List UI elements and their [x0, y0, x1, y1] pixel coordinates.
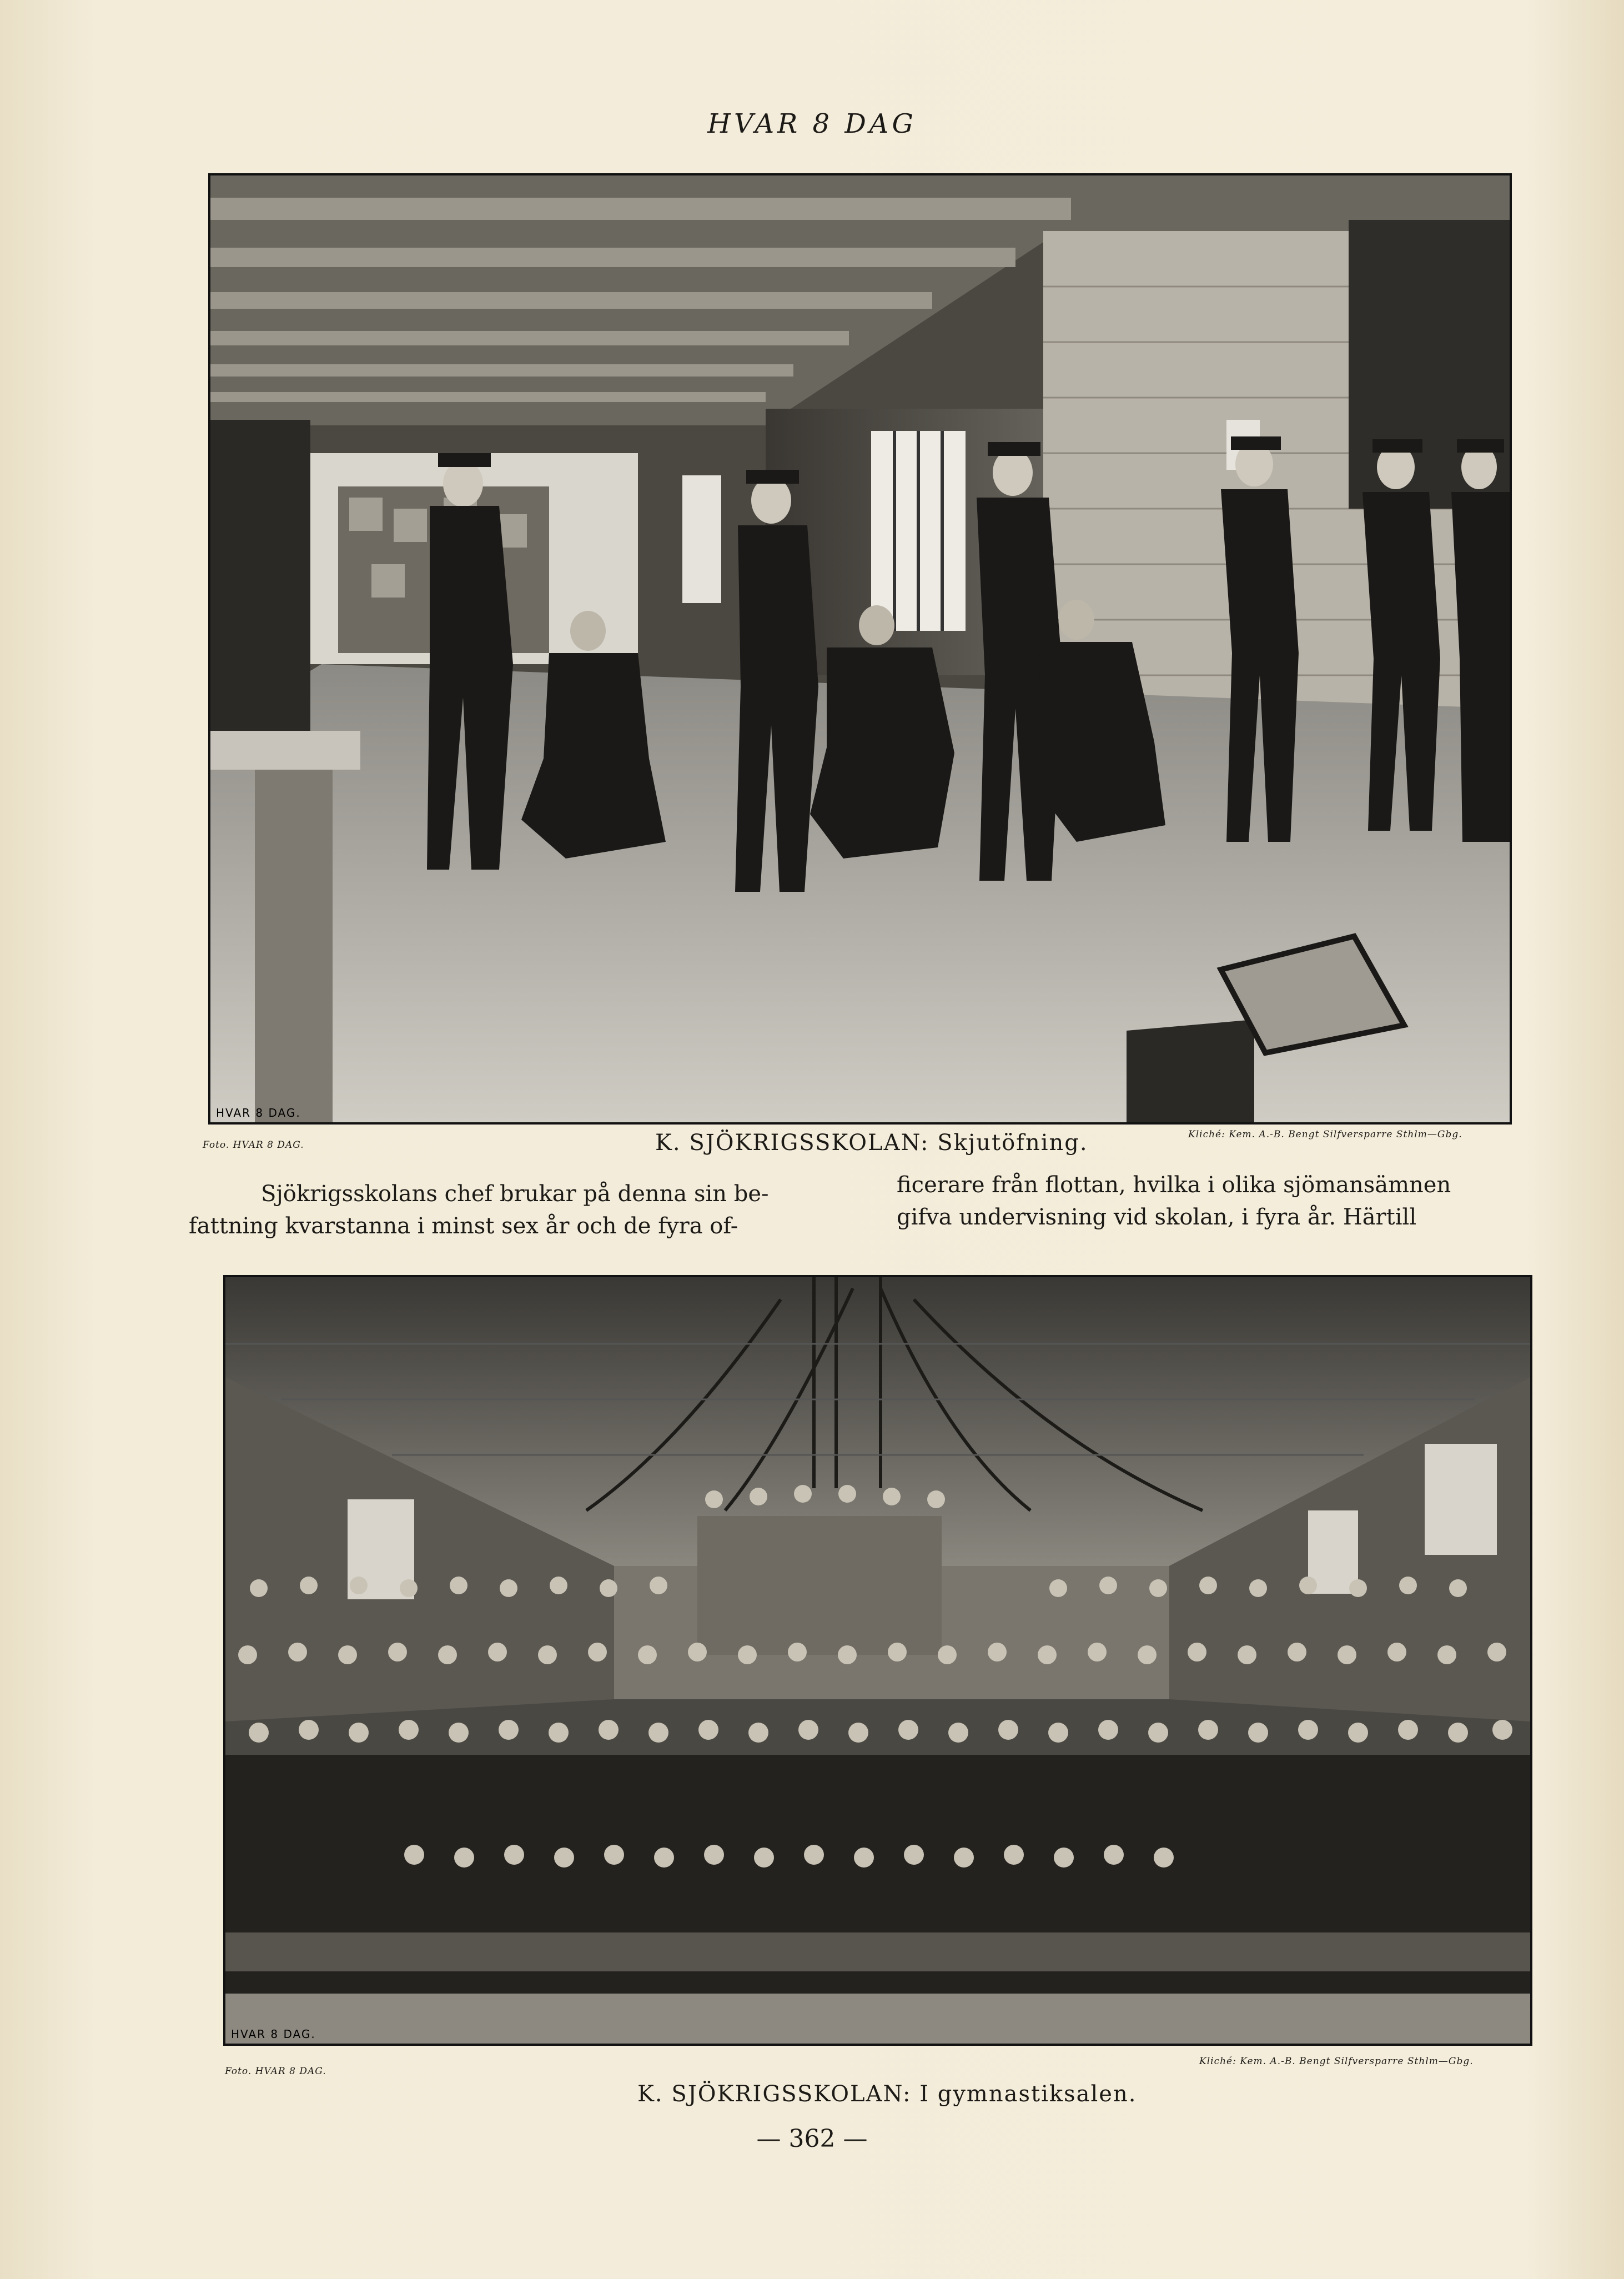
article-line: gifva undervisning vid skolan, i fyra år. Härtill [897, 1204, 1417, 1230]
photo2-credit: Foto. HVAR 8 DAG. [225, 2066, 326, 2077]
article-line: Sjökrigsskolans chef brukar på denna sin be- [261, 1181, 769, 1207]
photo-gymnasium-group [223, 1275, 1532, 2046]
photo1-credit: Foto. HVAR 8 DAG. [203, 1140, 304, 1151]
article-column-right [897, 1169, 1541, 1233]
photo1-caption: K. SJÖKRIGSSKOLAN: Skjutöfning. [655, 1130, 1088, 1156]
article-line: ficerare från flottan, hvilka i olika sjömansämnen [897, 1172, 1451, 1198]
article-line: fattning kvarstanna i minst sex år och de fyra of- [189, 1213, 738, 1239]
photo1-watermark: HVAR 8 DAG. [216, 1106, 301, 1120]
article-column-left [189, 1178, 844, 1242]
photo2-caption: K. SJÖKRIGSSKOLAN: I gymnastiksalen. [637, 2081, 1137, 2107]
photo2-watermark: HVAR 8 DAG. [231, 2027, 316, 2041]
photo2-engraver-credit: Kliché: Kem. A.-B. Bengt Silfversparre Sthlm—Gbg. [1199, 2056, 1474, 2067]
photo-shooting-practice [208, 173, 1512, 1125]
page-number: — 362 — [756, 2125, 868, 2153]
photo1-engraver-credit: Kliché: Kem. A.-B. Bengt Silfversparre Sthlm—Gbg. [1188, 1129, 1462, 1140]
magazine-header: HVAR 8 DAG [707, 108, 917, 139]
